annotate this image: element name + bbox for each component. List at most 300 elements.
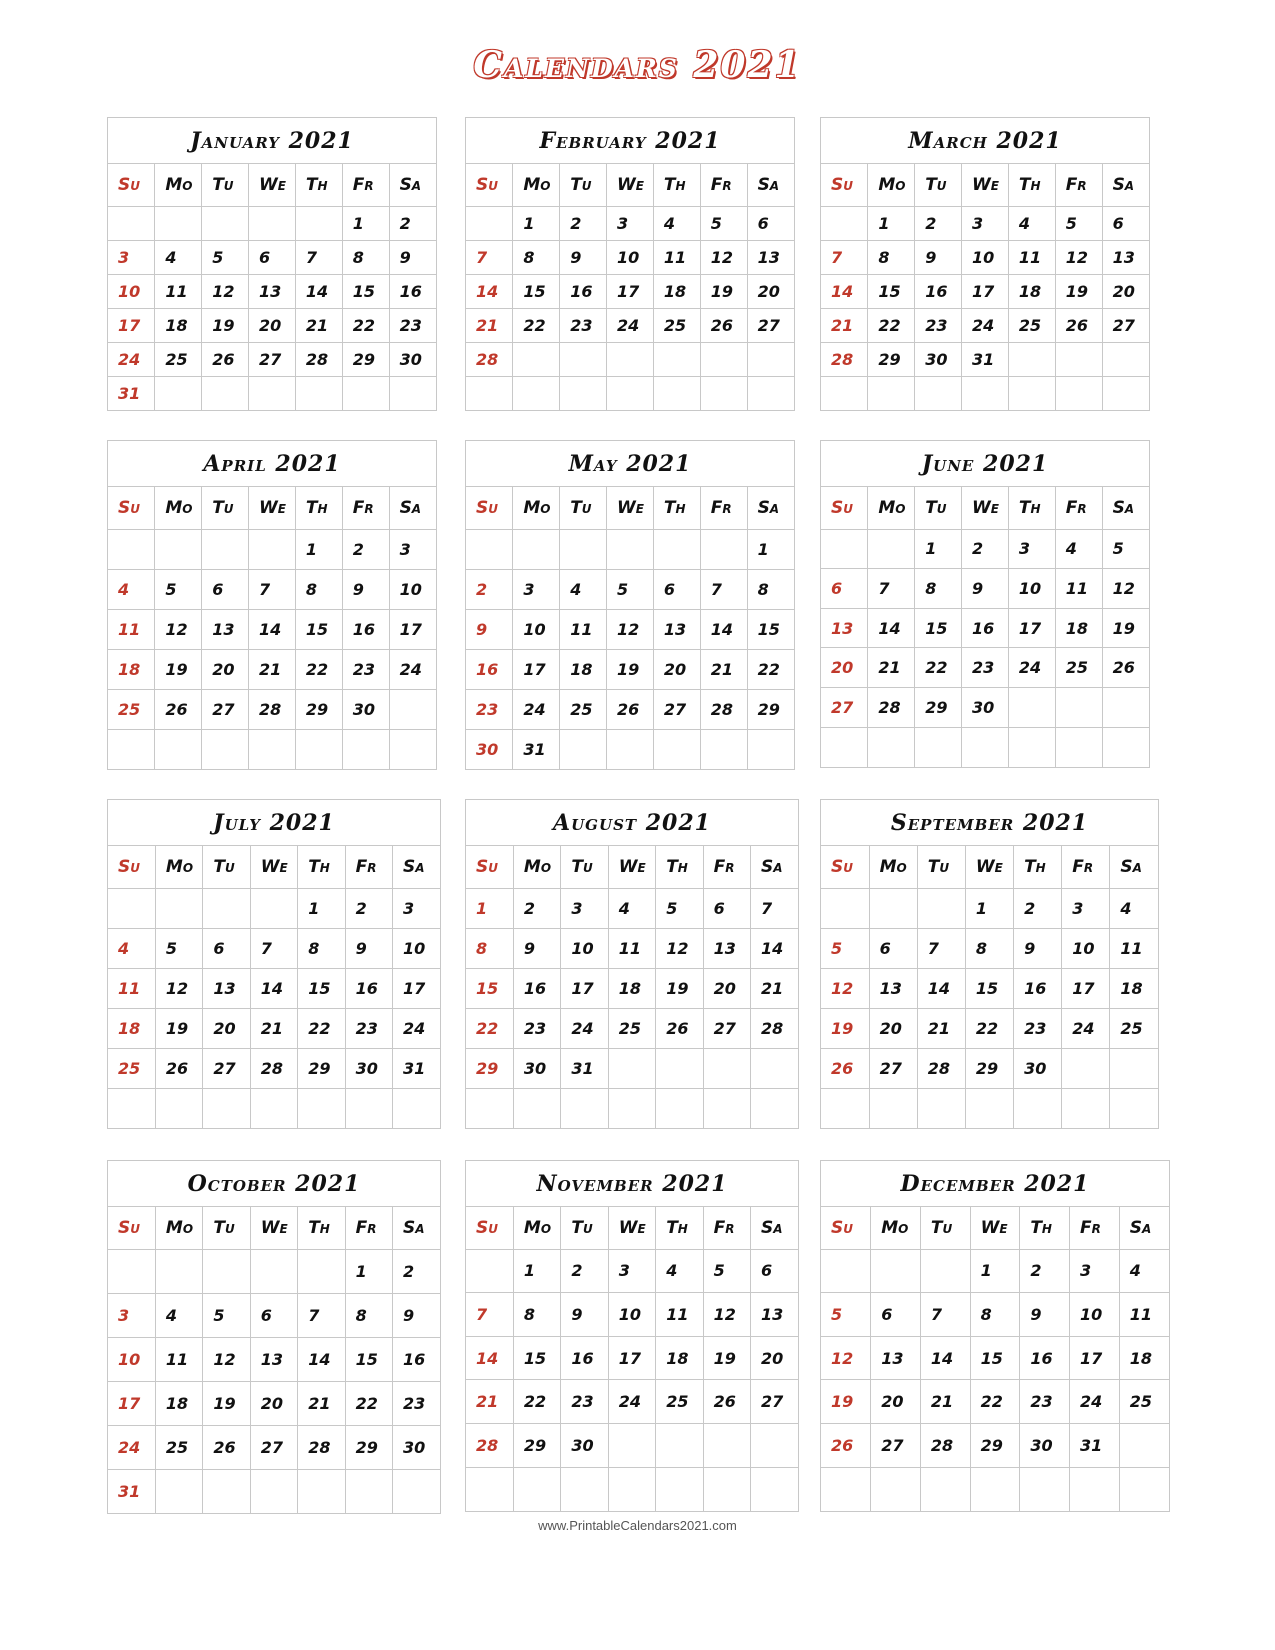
month-title: November 2021 (466, 1161, 798, 1207)
day-cell: 11 (560, 609, 607, 649)
weekday-header: We (250, 1207, 297, 1249)
weekday-header: Sa (747, 164, 794, 206)
empty-cell (700, 529, 747, 569)
day-cell: 10 (389, 569, 436, 609)
weekday-header: Su (466, 1207, 513, 1249)
day-cell: 30 (342, 689, 389, 729)
weekday-header: Sa (747, 487, 794, 529)
day-cell: 4 (656, 1249, 703, 1293)
empty-cell (298, 1469, 345, 1513)
day-cell: 17 (108, 308, 155, 342)
day-cell: 16 (915, 274, 962, 308)
day-cell: 28 (249, 689, 296, 729)
weekday-header: Th (1014, 846, 1062, 888)
day-cell: 4 (1119, 1249, 1169, 1293)
empty-cell (868, 727, 915, 767)
day-cell: 2 (389, 206, 436, 240)
empty-cell (389, 376, 436, 410)
day-cell: 29 (965, 1048, 1013, 1088)
day-cell: 29 (868, 342, 915, 376)
empty-cell (203, 888, 250, 928)
day-cell: 26 (607, 689, 654, 729)
day-cell: 1 (298, 888, 345, 928)
empty-cell (915, 727, 962, 767)
day-cell: 6 (871, 1293, 921, 1337)
day-cell: 4 (1110, 888, 1158, 928)
weekday-header: Mo (513, 846, 560, 888)
empty-cell (747, 342, 794, 376)
day-cell: 1 (342, 206, 389, 240)
day-cell: 23 (393, 1381, 440, 1425)
day-cell: 4 (653, 206, 700, 240)
month-october (107, 1160, 441, 1514)
empty-cell (155, 529, 202, 569)
day-cell: 25 (155, 1425, 202, 1469)
empty-cell (920, 1249, 970, 1293)
day-cell: 8 (915, 569, 962, 609)
weekday-header: Th (653, 487, 700, 529)
day-cell: 15 (295, 609, 342, 649)
month-grid (108, 164, 436, 410)
page-title: Calendars 2021 (473, 44, 802, 86)
day-cell: 18 (155, 308, 202, 342)
day-cell: 1 (970, 1249, 1020, 1293)
empty-cell (560, 376, 607, 410)
empty-cell (869, 888, 917, 928)
weekday-header: Tu (561, 846, 608, 888)
empty-cell (202, 729, 249, 769)
day-cell: 22 (342, 308, 389, 342)
day-cell: 11 (155, 274, 202, 308)
day-cell: 4 (155, 1293, 202, 1337)
month-title: December 2021 (821, 1161, 1169, 1207)
day-cell: 24 (561, 1008, 608, 1048)
month-november (465, 1160, 799, 1512)
day-cell: 1 (965, 888, 1013, 928)
day-cell: 14 (298, 1337, 345, 1381)
empty-cell (1102, 688, 1149, 728)
day-cell: 18 (108, 649, 155, 689)
weekday-header: Tu (202, 487, 249, 529)
weekday-header: We (608, 846, 655, 888)
empty-cell (653, 376, 700, 410)
day-cell: 19 (656, 968, 703, 1008)
empty-cell (821, 206, 868, 240)
weekday-header: Fr (1070, 1207, 1120, 1249)
day-cell: 24 (607, 308, 654, 342)
day-cell: 14 (920, 1336, 970, 1380)
weekday-header: Fr (345, 1207, 392, 1249)
day-cell: 10 (108, 274, 155, 308)
day-cell: 5 (1102, 529, 1149, 569)
weekday-header: Fr (342, 487, 389, 529)
weekday-header: Su (108, 846, 155, 888)
weekday-header: Th (656, 1207, 703, 1249)
day-cell: 2 (915, 206, 962, 240)
day-cell: 6 (869, 928, 917, 968)
day-cell: 13 (869, 968, 917, 1008)
month-grid (108, 1207, 440, 1513)
month-january (107, 117, 437, 411)
day-cell: 25 (108, 689, 155, 729)
day-cell: 19 (700, 274, 747, 308)
empty-cell (155, 888, 202, 928)
day-cell: 24 (1062, 1008, 1110, 1048)
day-cell: 27 (653, 689, 700, 729)
weekday-header: Tu (202, 164, 249, 206)
day-cell: 30 (1020, 1424, 1070, 1468)
day-cell: 15 (970, 1336, 1020, 1380)
day-cell: 19 (821, 1380, 871, 1424)
day-cell: 16 (345, 968, 392, 1008)
empty-cell (917, 888, 965, 928)
day-cell: 8 (466, 928, 513, 968)
day-cell: 27 (869, 1048, 917, 1088)
day-cell: 11 (1008, 240, 1055, 274)
empty-cell (513, 376, 560, 410)
day-cell: 17 (393, 968, 440, 1008)
day-cell: 19 (202, 308, 249, 342)
weekday-header: Tu (915, 487, 962, 529)
weekday-header: Th (1008, 487, 1055, 529)
day-cell: 28 (917, 1048, 965, 1088)
day-cell: 14 (466, 1336, 513, 1380)
day-cell: 12 (821, 1336, 871, 1380)
empty-cell (608, 1088, 655, 1128)
month-grid (821, 846, 1158, 1128)
day-cell: 22 (345, 1381, 392, 1425)
empty-cell (108, 1088, 155, 1128)
day-cell: 9 (513, 928, 560, 968)
day-cell: 29 (298, 1048, 345, 1088)
day-cell: 12 (703, 1293, 750, 1337)
day-cell: 7 (466, 240, 513, 274)
day-cell: 26 (656, 1008, 703, 1048)
empty-cell (155, 206, 202, 240)
day-cell: 22 (466, 1008, 513, 1048)
empty-cell (295, 729, 342, 769)
day-cell: 24 (962, 308, 1009, 342)
empty-cell (871, 1467, 921, 1511)
day-cell: 2 (345, 888, 392, 928)
day-cell: 26 (821, 1424, 871, 1468)
day-cell: 22 (747, 649, 794, 689)
weekday-header: Fr (342, 164, 389, 206)
day-cell: 18 (560, 649, 607, 689)
month-grid (821, 1207, 1169, 1511)
weekday-header: Th (653, 164, 700, 206)
day-cell: 12 (607, 609, 654, 649)
day-cell: 23 (345, 1008, 392, 1048)
day-cell: 10 (962, 240, 1009, 274)
empty-cell (751, 1424, 798, 1468)
day-cell: 3 (561, 888, 608, 928)
day-cell: 26 (155, 1048, 202, 1088)
empty-cell (869, 1088, 917, 1128)
empty-cell (1014, 1088, 1062, 1128)
day-cell: 5 (155, 928, 202, 968)
day-cell: 21 (250, 1008, 297, 1048)
day-cell: 19 (155, 649, 202, 689)
month-title: May 2021 (466, 441, 794, 487)
weekday-header: We (965, 846, 1013, 888)
day-cell: 25 (155, 342, 202, 376)
month-title: January 2021 (108, 118, 436, 164)
day-cell: 27 (871, 1424, 921, 1468)
weekday-header: Th (1020, 1207, 1070, 1249)
weekday-header: We (249, 164, 296, 206)
day-cell: 23 (1020, 1380, 1070, 1424)
day-cell: 17 (1062, 968, 1110, 1008)
weekday-header: Sa (389, 487, 436, 529)
weekday-header: Su (108, 487, 155, 529)
day-cell: 27 (249, 342, 296, 376)
day-cell: 27 (202, 689, 249, 729)
day-cell: 28 (700, 689, 747, 729)
day-cell: 10 (108, 1337, 155, 1381)
day-cell: 28 (466, 1424, 513, 1468)
day-cell: 8 (965, 928, 1013, 968)
empty-cell (202, 206, 249, 240)
day-cell: 10 (393, 928, 440, 968)
day-cell: 27 (250, 1425, 297, 1469)
day-cell: 21 (917, 1008, 965, 1048)
day-cell: 21 (920, 1380, 970, 1424)
empty-cell (821, 1088, 869, 1128)
empty-cell (202, 529, 249, 569)
day-cell: 13 (821, 608, 868, 648)
empty-cell (560, 342, 607, 376)
day-cell: 29 (295, 689, 342, 729)
day-cell: 15 (298, 968, 345, 1008)
day-cell: 18 (656, 1336, 703, 1380)
day-cell: 20 (751, 1336, 798, 1380)
day-cell: 4 (560, 569, 607, 609)
empty-cell (1070, 1467, 1120, 1511)
month-grid (821, 487, 1149, 767)
weekday-header: Tu (203, 846, 250, 888)
day-cell: 13 (871, 1336, 921, 1380)
empty-cell (1110, 1088, 1158, 1128)
day-cell: 18 (155, 1381, 202, 1425)
day-cell: 1 (513, 206, 560, 240)
day-cell: 9 (389, 240, 436, 274)
day-cell: 10 (1008, 569, 1055, 609)
empty-cell (155, 376, 202, 410)
day-cell: 25 (656, 1380, 703, 1424)
empty-cell (962, 727, 1009, 767)
day-cell: 8 (747, 569, 794, 609)
empty-cell (920, 1467, 970, 1511)
empty-cell (466, 1088, 513, 1128)
day-cell: 9 (345, 928, 392, 968)
day-cell: 28 (295, 342, 342, 376)
month-grid (466, 846, 798, 1128)
day-cell: 23 (342, 649, 389, 689)
day-cell: 26 (202, 342, 249, 376)
day-cell: 4 (1055, 529, 1102, 569)
day-cell: 21 (466, 308, 513, 342)
empty-cell (155, 1249, 202, 1293)
day-cell: 6 (1102, 206, 1149, 240)
day-cell: 2 (513, 888, 560, 928)
day-cell: 22 (915, 648, 962, 688)
day-cell: 5 (821, 1293, 871, 1337)
day-cell: 13 (249, 274, 296, 308)
day-cell: 9 (915, 240, 962, 274)
day-cell: 20 (1102, 274, 1149, 308)
day-cell: 30 (345, 1048, 392, 1088)
day-cell: 22 (868, 308, 915, 342)
day-cell: 30 (561, 1424, 608, 1468)
day-cell: 27 (751, 1380, 798, 1424)
day-cell: 19 (821, 1008, 869, 1048)
day-cell: 1 (295, 529, 342, 569)
day-cell: 19 (1055, 274, 1102, 308)
day-cell: 2 (561, 1249, 608, 1293)
month-title: June 2021 (821, 441, 1149, 487)
empty-cell (561, 1467, 608, 1511)
day-cell: 23 (513, 1008, 560, 1048)
weekday-header: Su (466, 846, 513, 888)
empty-cell (202, 376, 249, 410)
day-cell: 26 (700, 308, 747, 342)
day-cell: 21 (249, 649, 296, 689)
empty-cell (868, 529, 915, 569)
day-cell: 23 (1014, 1008, 1062, 1048)
day-cell: 15 (342, 274, 389, 308)
day-cell: 10 (561, 928, 608, 968)
day-cell: 7 (917, 928, 965, 968)
weekday-header: We (962, 487, 1009, 529)
day-cell: 3 (1008, 529, 1055, 569)
day-cell: 2 (393, 1249, 440, 1293)
day-cell: 7 (298, 1293, 345, 1337)
weekday-header: Fr (1055, 487, 1102, 529)
empty-cell (821, 376, 868, 410)
day-cell: 4 (155, 240, 202, 274)
day-cell: 23 (915, 308, 962, 342)
day-cell: 15 (868, 274, 915, 308)
day-cell: 21 (868, 648, 915, 688)
day-cell: 3 (513, 569, 560, 609)
day-cell: 18 (653, 274, 700, 308)
weekday-header: Sa (389, 164, 436, 206)
weekday-header: Sa (393, 1207, 440, 1249)
empty-cell (700, 729, 747, 769)
day-cell: 16 (1014, 968, 1062, 1008)
day-cell: 22 (965, 1008, 1013, 1048)
day-cell: 6 (202, 569, 249, 609)
day-cell: 1 (868, 206, 915, 240)
day-cell: 10 (607, 240, 654, 274)
day-cell: 6 (249, 240, 296, 274)
day-cell: 3 (608, 1249, 655, 1293)
empty-cell (108, 206, 155, 240)
day-cell: 6 (747, 206, 794, 240)
day-cell: 9 (962, 569, 1009, 609)
weekday-header: Sa (393, 846, 440, 888)
day-cell: 25 (1119, 1380, 1169, 1424)
empty-cell (295, 206, 342, 240)
day-cell: 21 (751, 968, 798, 1008)
empty-cell (342, 376, 389, 410)
empty-cell (389, 729, 436, 769)
day-cell: 18 (108, 1008, 155, 1048)
weekday-header: Mo (155, 846, 202, 888)
weekday-header: Su (466, 487, 513, 529)
weekday-header: Mo (869, 846, 917, 888)
month-february (465, 117, 795, 411)
day-cell: 7 (751, 888, 798, 928)
day-cell: 24 (389, 649, 436, 689)
empty-cell (821, 1467, 871, 1511)
empty-cell (1102, 376, 1149, 410)
day-cell: 12 (203, 1337, 250, 1381)
empty-cell (703, 1088, 750, 1128)
empty-cell (250, 1469, 297, 1513)
empty-cell (513, 1088, 560, 1128)
day-cell: 11 (1055, 569, 1102, 609)
day-cell: 27 (821, 688, 868, 728)
weekday-header: Sa (1102, 487, 1149, 529)
empty-cell (513, 529, 560, 569)
day-cell: 15 (513, 1336, 560, 1380)
empty-cell (1055, 376, 1102, 410)
weekday-header: Th (298, 846, 345, 888)
day-cell: 20 (821, 648, 868, 688)
empty-cell (653, 342, 700, 376)
day-cell: 14 (249, 609, 296, 649)
month-september (820, 799, 1159, 1129)
day-cell: 22 (513, 308, 560, 342)
weekday-header: Fr (703, 846, 750, 888)
weekday-header: Tu (203, 1207, 250, 1249)
weekday-header: We (970, 1207, 1020, 1249)
day-cell: 28 (751, 1008, 798, 1048)
day-cell: 26 (1102, 648, 1149, 688)
day-cell: 5 (700, 206, 747, 240)
day-cell: 19 (703, 1336, 750, 1380)
weekday-header: Th (295, 164, 342, 206)
weekday-header: Sa (1110, 846, 1158, 888)
empty-cell (1008, 688, 1055, 728)
empty-cell (295, 376, 342, 410)
empty-cell (108, 729, 155, 769)
empty-cell (751, 1048, 798, 1088)
day-cell: 7 (821, 240, 868, 274)
day-cell: 16 (962, 608, 1009, 648)
day-cell: 8 (295, 569, 342, 609)
month-grid (466, 1207, 798, 1511)
empty-cell (821, 727, 868, 767)
day-cell: 9 (1020, 1293, 1070, 1337)
month-title: October 2021 (108, 1161, 440, 1207)
weekday-header: Su (821, 487, 868, 529)
day-cell: 2 (962, 529, 1009, 569)
day-cell: 24 (608, 1380, 655, 1424)
day-cell: 31 (108, 376, 155, 410)
day-cell: 26 (155, 689, 202, 729)
empty-cell (466, 529, 513, 569)
day-cell: 14 (466, 274, 513, 308)
day-cell: 15 (513, 274, 560, 308)
day-cell: 23 (389, 308, 436, 342)
empty-cell (608, 1048, 655, 1088)
month-title: April 2021 (108, 441, 436, 487)
empty-cell (203, 1249, 250, 1293)
day-cell: 23 (561, 1380, 608, 1424)
